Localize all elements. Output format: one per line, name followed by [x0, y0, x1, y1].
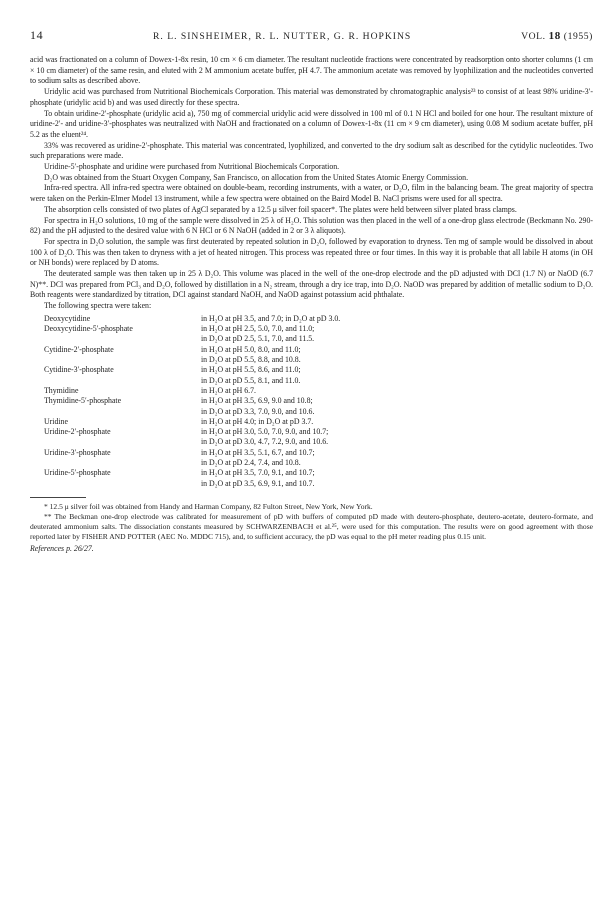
body-text — [30, 55, 593, 489]
paragraph: For spectra in H₂O solutions, 10 mg of the sample were dissolved in 25 λ of H₂O. This solution was then placed in the well of a one-drop glass electrode (Beckmann No. 290-82) and the pH adjusted to the desired value with 6 N HCl or 6 N NaOH (added in 2 or 3 λ aliquots). — [30, 215, 593, 236]
spectra-compound — [44, 334, 201, 344]
references-note: References p. 26/27. — [30, 543, 94, 553]
paragraph: D₂O was obtained from the Stuart Oxygen Company, San Francisco, on allocation from the United States Atomic Energy Commission. — [44, 172, 469, 182]
paragraph: To obtain uridine-2′-phosphate (uridylic acid a), 750 mg of commercial uridylic acid were dissolved in 100 ml of 0.1 N HCl and boiled for one hour. The resultant mixture of uridine-2′- and uridine-3′-phosphates was neutralized with NaOH and fractionated on a column of Dowex-1-8x (11 cm × 9 cm diameter), using 0.08 M sodium acetate buffer, pH 5.2 as the eluent²⁴. — [30, 108, 593, 139]
spectra-conditions: in H₂O at pH 4.0; in D₂O at pD 3.7. — [201, 416, 314, 426]
spectra-row — [44, 417, 593, 427]
spectra-compound: Cytidine-2′-phosphate — [44, 344, 114, 354]
paragraph: The deuterated sample was then taken up in 25 λ D₂O. This volume was placed in the well of the one-drop electrode and the pD adjusted with DCl (1.7 N) or NaOD (6.7 N)**. DCl was prepared from PCl₃ and D₂O, followed by distillation in a N₂ stream, through a dry ice trap, into D₂O. NaOD was prepared by addition of metallic sodium to D₂O. Both reagents were standardized by titration, DCl against standard NaOH, and NaOD against potassium acid phthalate. — [30, 269, 593, 300]
spectra-conditions: in D₂O at pD 2.4, 7.4, and 10.8. — [201, 458, 301, 468]
spectra-compound — [44, 458, 201, 468]
spectra-conditions: in D₂O at pD 3.3, 7.0, 9.0, and 10.6. — [201, 406, 315, 416]
spectra-conditions: in D₂O at pD 3.0, 4.7, 7.2, 9.0, and 10.6. — [201, 437, 329, 447]
spectra-compound — [44, 407, 201, 417]
spectra-row — [44, 334, 593, 344]
paragraph: For spectra in D₂O solution, the sample was first deuterated by repeated solution in D₂O, followed by evaporation to dryness. Ten mg of sample would be dissolved in about 100 λ of D₂O. This was then taken to dryness with a jet of heated nitrogen. This process was repeated three or four times. In this way it is probable that all labile H atoms (in OH or NH bonds) were replaced by D atoms. — [30, 236, 593, 268]
footnote: * 12.5 μ silver foil was obtained from Handy and Harman Company, 82 Fulton Street, New York, New York. — [44, 501, 373, 511]
spectra-conditions: in D₂O at pD 5.5, 8.1, and 11.0. — [201, 375, 301, 385]
spectra-conditions: in H₂O at pH 6.7. — [201, 385, 257, 395]
paragraph: Uridylic acid was purchased from Nutritional Biochemicals Corporation. This material was demonstrated by chromatographic analysis²³ to consist of at least 98% uridine-3′-phosphate (uridylic acid b) and was used directly for these spectra. — [30, 87, 593, 107]
spectra-row — [44, 437, 593, 447]
spectra-conditions: in D₂O at pD 5.5, 8.8, and 10.8. — [201, 355, 301, 365]
spectra-row — [44, 448, 593, 458]
running-header — [30, 28, 593, 43]
spectra-compound: Uridine-3′-phosphate — [44, 447, 111, 457]
spectra-conditions: in H₂O at pH 3.5, 6.9, 9.0 and 10.8; — [201, 396, 313, 406]
spectra-compound: Uridine-2′-phosphate — [44, 427, 111, 437]
spectra-row — [44, 324, 593, 334]
spectra-compound: Thymidine-5′-phosphate — [44, 396, 122, 406]
spectra-row — [44, 468, 593, 478]
spectra-row — [44, 458, 593, 468]
volume-info — [521, 30, 593, 42]
spectra-compound: Cytidine-3′-phosphate — [44, 365, 114, 375]
footnote: ** The Beckman one-drop electrode was calibrated for measurement of pD with buffers of computed pD made with deutero-phosphate, deutero-acetate, deutero-formate, and deuterated ammonium salts. The dissociation constants measured by SCHWARZENBACH et al.²⁵, were used for this computation. The results were on good agreement with those reported later by FISHER AND POTTER (AEC No. MDDC 715), and, to sufficient accuracy, the pD was equal to the pH meter reading plus 0.15 unit. — [30, 511, 593, 541]
spectra-compound: Uridine-5′-phosphate — [44, 468, 111, 478]
spectra-row — [44, 407, 593, 417]
spectra-compound: Deoxycytidine-5′-phosphate — [44, 324, 133, 334]
spectra-row — [44, 427, 593, 437]
spectra-compound — [44, 376, 201, 386]
footnotes — [30, 502, 593, 542]
volume-number: 18 — [548, 30, 561, 42]
spectra-conditions: in H₂O at pH 2.5, 5.0, 7.0, and 11.0; — [201, 324, 315, 334]
footnote-rule — [30, 497, 86, 498]
spectra-conditions: in H₂O at pH 3.5, and 7.0; in D₂O at pD 3.0. — [201, 313, 341, 323]
volume-label: VOL. — [521, 31, 546, 42]
page-number: 14 — [30, 28, 44, 42]
spectra-row — [44, 345, 593, 355]
spectra-row — [44, 376, 593, 386]
spectra-compound — [44, 437, 201, 447]
paragraph: Infra-red spectra. All infra-red spectra were obtained on double-beam, recording instruments, with a water, or D₂O, film in the balancing beam. The great majority of spectra were taken on the Perkin-Elmer Model 13 instrument, while a few spectra were obtained on the Baird Model B. NaCl prisms were used for all spectra. — [30, 183, 593, 204]
paragraph: The following spectra were taken: — [44, 301, 152, 311]
spectra-conditions: in H₂O at pH 5.5, 8.6, and 11.0; — [201, 365, 301, 375]
spectra-conditions: in H₂O at pH 3.5, 5.1, 6.7, and 10.7; — [201, 447, 315, 457]
spectra-compound — [44, 355, 201, 365]
spectra-compound: Thymidine — [44, 385, 79, 395]
spectra-row — [44, 396, 593, 406]
running-authors: R. L. SINSHEIMER, R. L. NUTTER, G. R. HOPKINS — [153, 31, 412, 42]
page — [30, 28, 593, 553]
spectra-row — [44, 479, 593, 489]
spectra-compound — [44, 479, 201, 489]
paragraph: 33% was recovered as uridine-2′-phosphate. This material was concentrated, lyophilized, and converted to the dry sodium salt as described for the cytidylic nucleotides. Two such preparations were made. — [30, 140, 593, 161]
spectra-compound: Deoxycytidine — [44, 313, 91, 323]
paragraph: acid was fractionated on a column of Dowex-1-8x resin, 10 cm × 6 cm diameter. The resultant nucleotide fractions were concentrated by readsorption onto shorter columns (1 cm × 10 cm diameter) of the same resin, and eluted with 2 M ammonium acetate buffer, pH 4.7. The ammonium acetate was removed by lyophilization and the nucleotides converted to sodium salts as described above. — [30, 55, 593, 86]
spectra-conditions: in D₂O at pD 3.5, 6.9, 9.1, and 10.7. — [201, 478, 315, 488]
spectra-row — [44, 355, 593, 365]
spectra-conditions: in H₂O at pH 5.0, 8.0, and 11.0; — [201, 344, 301, 354]
paragraph: Uridine-5′-phosphate and uridine were purchased from Nutritional Biochemicals Corporation. — [44, 162, 340, 172]
spectra-conditions: in H₂O at pH 3.0, 5.0, 7.0, 9.0, and 10.7; — [201, 427, 329, 437]
spectra-conditions: in H₂O at pH 3.5, 7.0, 9.1, and 10.7; — [201, 468, 315, 478]
spectra-list — [44, 314, 593, 489]
spectra-row — [44, 314, 593, 324]
paragraph: The absorption cells consisted of two plates of AgCl separated by a 12.5 μ silver foil spacer*. The plates were held between silver plated brass clamps. — [44, 204, 517, 214]
spectra-compound: Uridine — [44, 416, 68, 426]
spectra-row — [44, 365, 593, 375]
spectra-row — [44, 386, 593, 396]
volume-year: (1955) — [563, 31, 593, 42]
spectra-conditions: in D₂O at pD 2.5, 5.1, 7.0, and 11.5. — [201, 334, 315, 344]
